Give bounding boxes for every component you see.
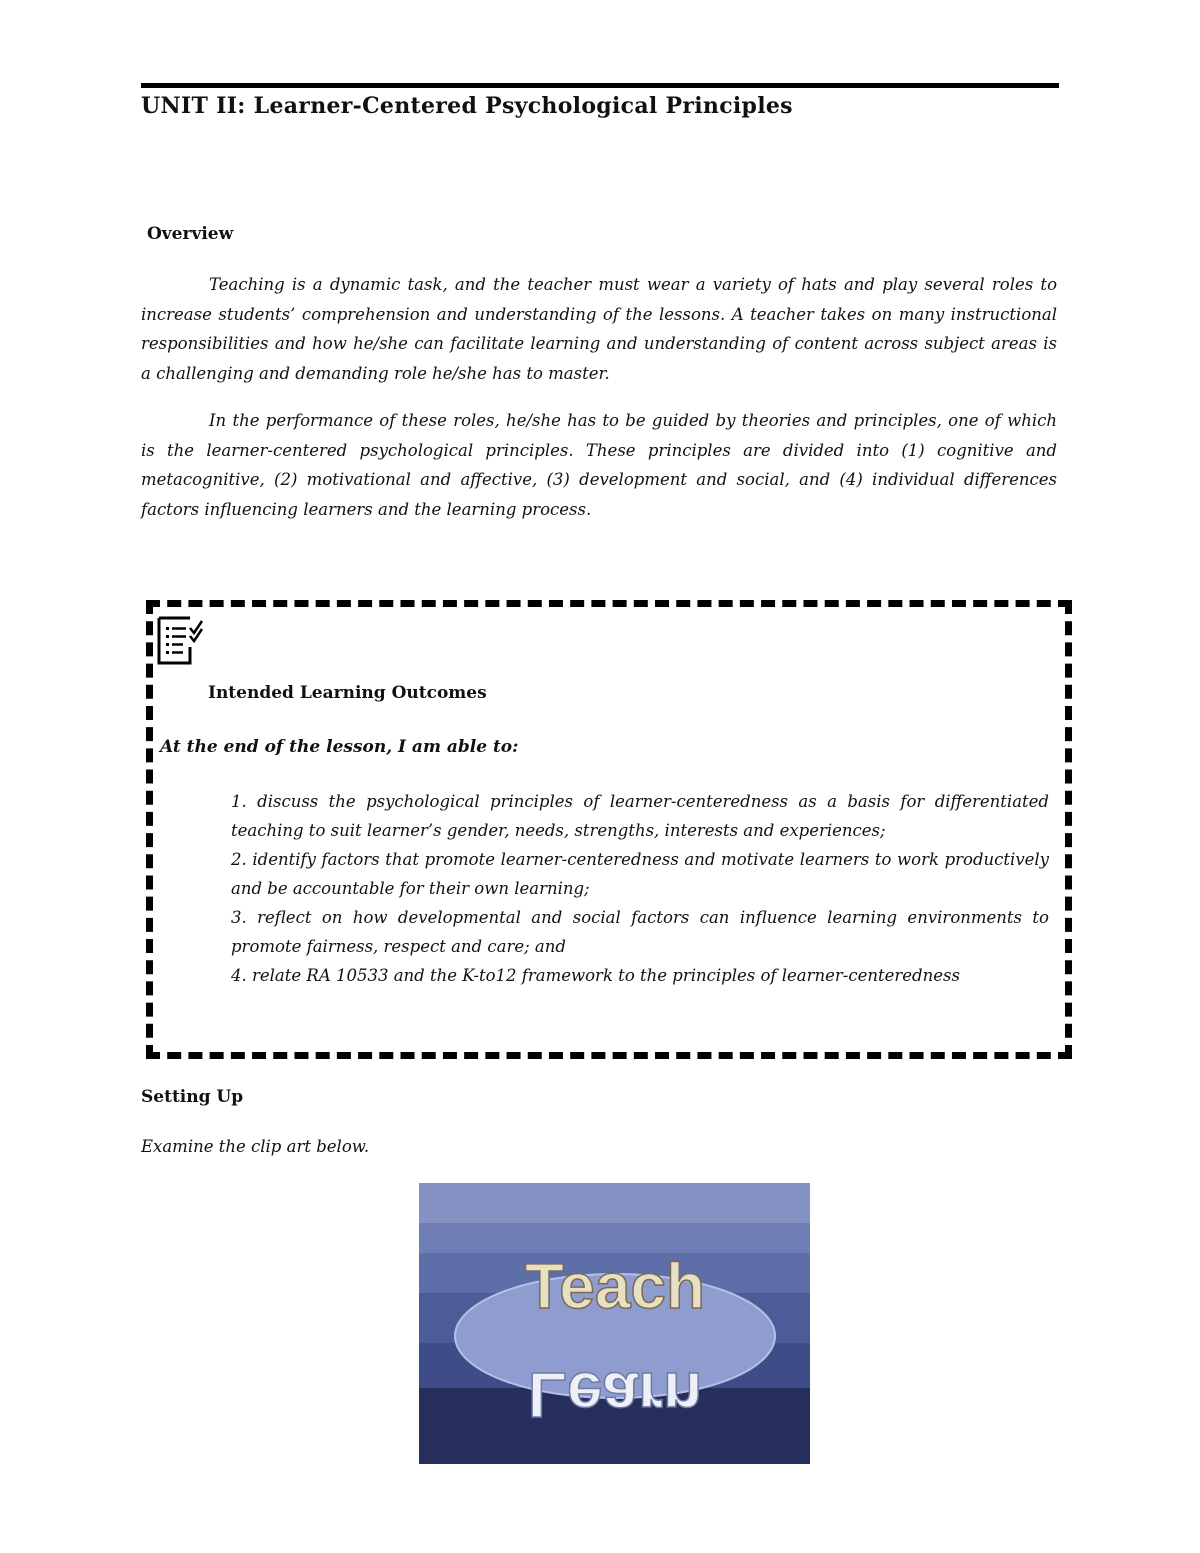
- unit-title: UNIT II: Learner-Centered Psychological Principles: [141, 93, 793, 119]
- teach-learn-clipart: [419, 1183, 810, 1464]
- clipart-word-learn: Learn: [527, 1359, 703, 1431]
- list-item: 1. discuss the psychological principles of learner-centeredness as a basis for differentiated teaching to suit learner’s gender, needs, strengths, interests and experiences;: [231, 792, 1049, 840]
- setting-up-instruction: Examine the clip art below.: [141, 1137, 370, 1156]
- list-item: 3. reflect on how developmental and social factors can influence learning environments to promote fairness, respect and care; and: [231, 908, 1049, 956]
- checklist-icon: [156, 614, 208, 666]
- overview-paragraph: Teaching is a dynamic task, and the teacher must wear a variety of hats and play several roles to increase students’ comprehension and understanding of the lessons. A teacher takes on many instructional responsibilities and how he/she can facilitate learning and understanding of content across subject areas is a challenging and demanding role he/she has to master.: [141, 275, 1057, 383]
- learning-outcomes-list: [231, 787, 1049, 990]
- list-item: 4. relate RA 10533 and the K-to12 framework to the principles of learner-centeredness: [231, 966, 960, 985]
- overview-heading: Overview: [147, 224, 234, 244]
- title-rule: [141, 83, 1059, 88]
- overview-paragraph: In the performance of these roles, he/she has to be guided by theories and principles, one of which is the learner-centered psychological principles. These principles are divided into (1) cognitive and metacognitive, (2) motivational and affective, (3) development and social, and (4) individual differences factors influencing learners and the learning process.: [141, 411, 1057, 519]
- learning-outcomes-intro: At the end of the lesson, I am able to:: [160, 737, 519, 757]
- setting-up-heading: Setting Up: [141, 1087, 244, 1107]
- list-item: 2. identify factors that promote learner-centeredness and motivate learners to work productively and be accountable for their own learning;: [231, 850, 1049, 898]
- learning-outcomes-heading: Intended Learning Outcomes: [208, 683, 487, 703]
- clipart-word-teach: Teach: [524, 1250, 706, 1322]
